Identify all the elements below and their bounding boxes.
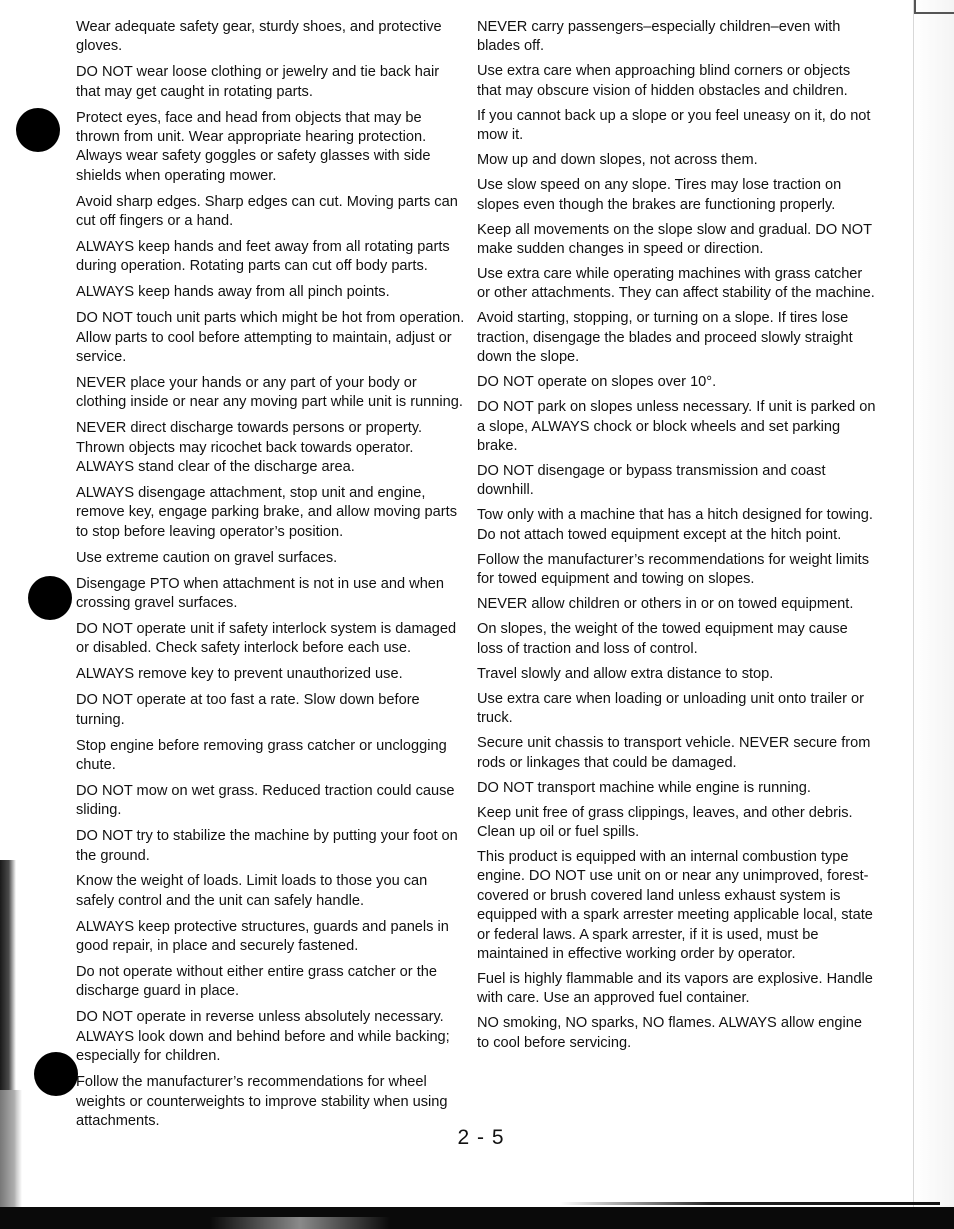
scan-bottom-line: [560, 1202, 940, 1205]
safety-instruction: DO NOT park on slopes unless necessary. If unit is parked on a slope, ALWAYS chock or block wheels and set parking brake.: [477, 399, 876, 455]
scan-edge-right: [913, 0, 954, 1229]
safety-instruction: Avoid starting, stopping, or turning on a slope. If tires lose traction, disengage the blades and proceed slowly straight down the slope.: [477, 310, 853, 366]
binder-hole-middle: [28, 576, 72, 620]
page-number: 2 - 5: [457, 1126, 505, 1149]
safety-instruction: DO NOT operate at too fast a rate. Slow down before turning.: [76, 692, 420, 728]
safety-instruction: ALWAYS keep hands and feet away from all rotating parts during operation. Rotating parts can cut off body parts.: [76, 239, 450, 275]
safety-instruction: Follow the manufacturer’s recommendations for weight limits for towed equipment and towing on slopes.: [477, 551, 870, 588]
safety-instruction: DO NOT transport machine while engine is running.: [477, 779, 811, 796]
safety-instruction: Stop engine before removing grass catcher or unclogging chute.: [76, 737, 447, 773]
safety-instruction: DO NOT operate in reverse unless absolutely necessary. ALWAYS look down and behind before and while backing; especially for children.: [76, 1009, 450, 1065]
safety-instruction: Keep all movements on the slope slow and gradual. DO NOT make sudden changes in speed or direction.: [477, 221, 872, 258]
safety-instruction: NEVER place your hands or any part of your body or clothing inside or near any moving part while unit is running.: [76, 375, 463, 411]
safety-instruction: Use extra care when loading or unloading unit onto trailer or truck.: [477, 690, 864, 727]
safety-instruction: Protect eyes, face and head from objects that may be thrown from unit. Wear appropriate hearing protection. Always wear safety goggles or safety glasses with side shields when operating mower.: [76, 109, 431, 184]
safety-instruction: NEVER allow children or others in or on towed equipment.: [477, 596, 854, 613]
safety-instruction: Use extreme caution on gravel surfaces.: [76, 549, 338, 566]
binder-hole-top: [16, 108, 60, 152]
safety-instruction: ALWAYS disengage attachment, stop unit and engine, remove key, engage parking brake, and allow moving parts to stop before leaving operator’s position.: [76, 485, 457, 540]
safety-instruction: Know the weight of loads. Limit loads to those you can safely control and the unit can safely handle.: [76, 873, 428, 909]
safety-instruction: Keep unit free of grass clippings, leaves, and other debris. Clean up oil or fuel spills.: [477, 804, 853, 840]
safety-instruction: Fuel is highly flammable and its vapors are explosive. Handle with care. Use an approved fuel container.: [477, 970, 873, 1007]
safety-instruction: Wear adequate safety gear, sturdy shoes, and protective gloves.: [76, 19, 442, 55]
safety-instruction: Travel slowly and allow extra distance to stop.: [477, 665, 774, 682]
scan-corner-mark: [914, 0, 954, 14]
right-column: [477, 18, 877, 1059]
safety-instruction: Follow the manufacturer’s recommendations for wheel weights or counterweights to improve stability when using attachments.: [76, 1074, 448, 1129]
safety-instruction: Use slow speed on any slope. Tires may lose traction on slopes even though the brakes are functioning properly.: [477, 177, 842, 213]
safety-instruction: DO NOT mow on wet grass. Reduced traction could cause sliding.: [76, 782, 455, 819]
safety-instruction: DO NOT operate on slopes over 10°.: [477, 374, 717, 391]
safety-instruction: Tow only with a machine that has a hitch designed for towing. Do not attach towed equipment except at the hitch point.: [477, 507, 873, 543]
safety-instruction: This product is equipped with an internal combustion type engine. DO NOT use unit on or near any unimproved, forest-covered or brush covered land unless exhaust system is equipped with a spark arrester meeting applicable local, state or federal laws. A spark arrester, if it is used, must be maintained in effective working order by operator.: [477, 848, 873, 962]
safety-instruction: Do not operate without either entire grass catcher or the discharge guard in place.: [76, 964, 437, 1000]
safety-instruction: DO NOT touch unit parts which might be hot from operation. Allow parts to cool before attempting to maintain, adjust or service.: [76, 310, 465, 366]
safety-instruction: DO NOT disengage or bypass transmission and coast downhill.: [477, 463, 826, 499]
safety-instruction: Disengage PTO when attachment is not in use and when crossing gravel surfaces.: [76, 575, 445, 612]
safety-instruction: DO NOT try to stabilize the machine by putting your foot on the ground.: [76, 828, 458, 864]
safety-instruction: Avoid sharp edges. Sharp edges can cut. Moving parts can cut off fingers or a hand.: [76, 193, 458, 230]
safety-instruction: DO NOT operate unit if safety interlock system is damaged or disabled. Check safety interlock before each use.: [76, 620, 457, 657]
safety-instruction: DO NOT wear loose clothing or jewelry and tie back hair that may get caught in rotating parts.: [76, 64, 440, 100]
safety-instruction: Secure unit chassis to transport vehicle. NEVER secure from rods or linkages that could be damaged.: [477, 735, 871, 771]
binder-hole-bottom: [34, 1052, 78, 1096]
safety-instruction: ALWAYS keep protective structures, guards and panels in good repair, in place and securely fastened.: [76, 918, 449, 955]
safety-instruction: NEVER direct discharge towards persons or property. Thrown objects may ricochet back towards operator. ALWAYS stand clear of the discharge area.: [76, 420, 423, 476]
safety-instruction: NEVER carry passengers–especially children–even with blades off.: [477, 19, 841, 55]
safety-instruction: Use extra care while operating machines with grass catcher or other attachments. They can affect stability of the machine.: [477, 266, 875, 302]
safety-instruction: On slopes, the weight of the towed equipment may cause loss of traction and loss of control.: [477, 621, 848, 657]
safety-instruction: ALWAYS remove key to prevent unauthorized use.: [76, 666, 403, 683]
safety-instruction: NO smoking, NO sparks, NO flames. ALWAYS allow engine to cool before servicing.: [477, 1015, 862, 1051]
safety-instruction: ALWAYS keep hands away from all pinch points.: [76, 284, 390, 301]
safety-instruction: Mow up and down slopes, not across them.: [477, 152, 758, 169]
left-column: [76, 18, 466, 1138]
safety-instruction: If you cannot back up a slope or you feel uneasy on it, do not mow it.: [477, 107, 871, 144]
scan-bottom-edge: [0, 1207, 954, 1229]
safety-instruction: Use extra care when approaching blind corners or objects that may obscure vision of hidden obstacles and children.: [477, 63, 851, 99]
scan-bottom-highlight: [210, 1217, 390, 1229]
